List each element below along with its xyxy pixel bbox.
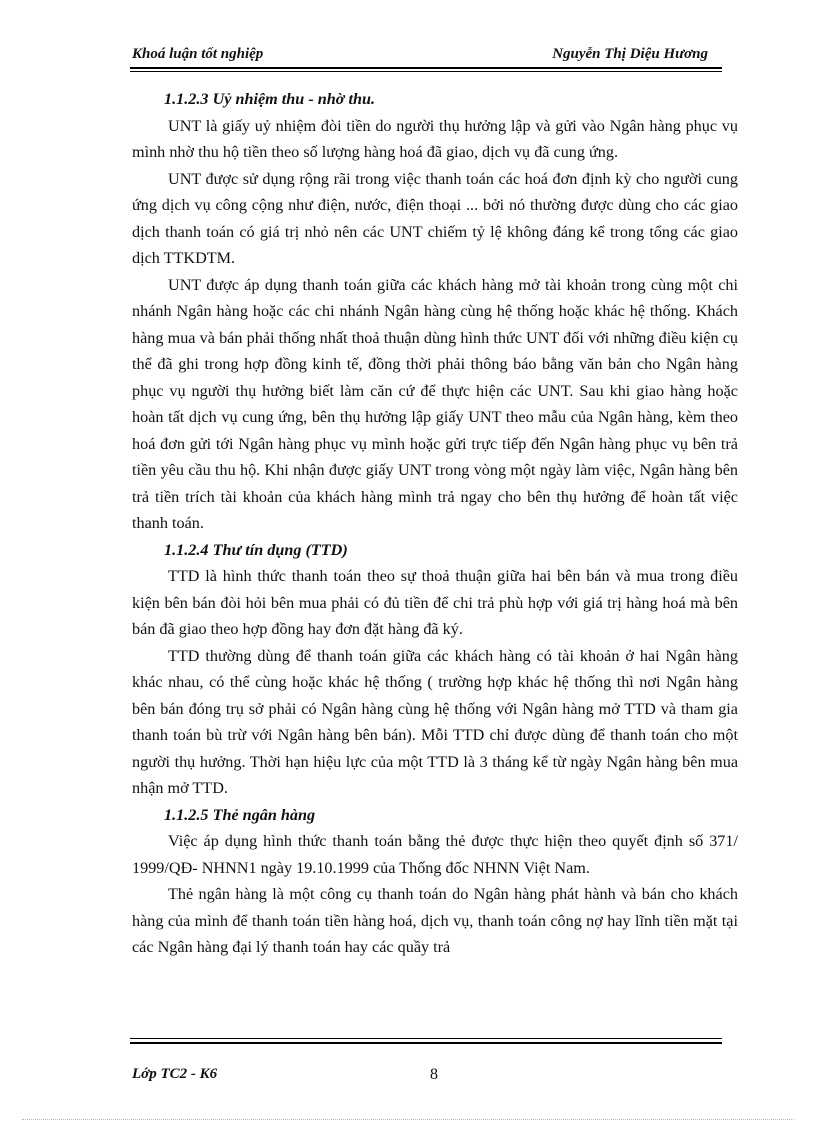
footer-rule-thin: [130, 1038, 722, 1039]
paragraph: UNT được sử dụng rộng rãi trong việc thanh toán các hoá đơn định kỳ cho người cung ứng dịch vụ công cộng như điện, nước, điện thoại ... bởi nó thường được dùng cho các giao dịch thanh toán có giá trị nhỏ nên các UNT chiếm tỷ lệ không đáng kể trong tổng các giao dịch TTKDTM.: [132, 169, 738, 267]
paragraph: TTD là hình thức thanh toán theo sự thoả thuận giữa hai bên bán và mua trong điều kiện bên bán đòi hỏi bên mua phải có đủ tiền để chi trả phù hợp với giá trị hàng hoá mà bên bán đã giao theo hợp đồng hay đơn đặt hàng đã ký.: [132, 567, 738, 638]
document-body: [132, 86, 738, 961]
header-title: Khoá luận tốt nghiệp: [132, 46, 264, 62]
paragraph: Việc áp dụng hình thức thanh toán bằng thẻ được thực hiện theo quyết định số 371/ 1999/QĐ- NHNN1 ngày 19.10.1999 của Thống đốc NHNN Việt Nam.: [132, 832, 738, 877]
footer-class: Lớp TC2 - K6: [132, 1066, 218, 1082]
page-header: [130, 46, 722, 68]
page-number: 8: [430, 1066, 438, 1083]
page-edge-divider: [22, 1119, 794, 1120]
section-heading-the-ngan-hang: 1.1.2.5 Thẻ ngân hàng: [164, 805, 316, 824]
page-footer: [130, 1066, 722, 1088]
header-author: Nguyễn Thị Diệu Hương: [552, 46, 708, 62]
section-heading-unt: 1.1.2.3 Uỷ nhiệm thu - nhờ thu.: [164, 90, 376, 108]
section-heading-ttd: 1.1.2.4 Thư tín dụng (TTD): [164, 540, 348, 559]
paragraph: TTD thường dùng để thanh toán giữa các khách hàng có tài khoản ở hai Ngân hàng khác nhau, có thể cùng hoặc khác hệ thống ( trường hợp khác hệ thống thì nơi Ngân hàng bên bán đóng trụ sở phải có Ngân hàng cùng hệ thống với Ngân hàng mở TTD và tham gia thanh toán bù trừ với Ngân hàng bên bán). Mỗi TTD chỉ được dùng để thanh toán cho một người thụ hưởng. Thời hạn hiệu lực của một TTD là 3 tháng kể từ ngày Ngân hàng bên mua nhận mở TTD.: [132, 646, 738, 797]
header-rule-thin: [130, 71, 722, 72]
header-rule: [130, 67, 722, 69]
paragraph: Thẻ ngân hàng là một công cụ thanh toán do Ngân hàng phát hành và bán cho khách hàng của mình để thanh toán tiền hàng hoá, dịch vụ, thanh toán công nợ hay lĩnh tiền mặt tại các Ngân hàng đại lý thanh toán hay các quầy trả: [132, 885, 738, 956]
paragraph: UNT là giấy uỷ nhiệm đòi tiền do người thụ hưởng lập và gửi vào Ngân hàng phục vụ mình nhờ thu hộ tiền theo số lượng hàng hoá đã giao, dịch vụ đã cung ứng.: [132, 116, 738, 161]
paragraph: UNT được áp dụng thanh toán giữa các khách hàng mở tài khoản trong cùng một chi nhánh Ngân hàng hoặc các chi nhánh Ngân hàng cùng hệ thống hoặc khác hệ thống. Khách hàng mua và bán phải thống nhất thoả thuận dùng hình thức UNT đối với những điều kiện cụ thể đã ghi trong hợp đồng kinh tế, đồng thời phải thông báo bằng văn bản cho Ngân hàng phục vụ người thụ hưởng biết làm căn cứ để thực hiện các UNT. Sau khi giao hàng hoặc hoàn tất dịch vụ cung ứng, bên thụ hưởng lập giấy UNT theo mẫu của Ngân hàng, kèm theo hoá đơn gửi tới Ngân hàng phục vụ mình hoặc gửi trực tiếp đến Ngân hàng phục vụ bên trả tiền yêu cầu thu hộ. Khi nhận được giấy UNT trong vòng một ngày làm việc, Ngân hàng bên trả tiền trích tài khoản của khách hàng mình trả ngay cho bên thụ hưởng để hoàn tất việc thanh toán.: [132, 275, 738, 532]
footer-rule: [130, 1042, 722, 1044]
